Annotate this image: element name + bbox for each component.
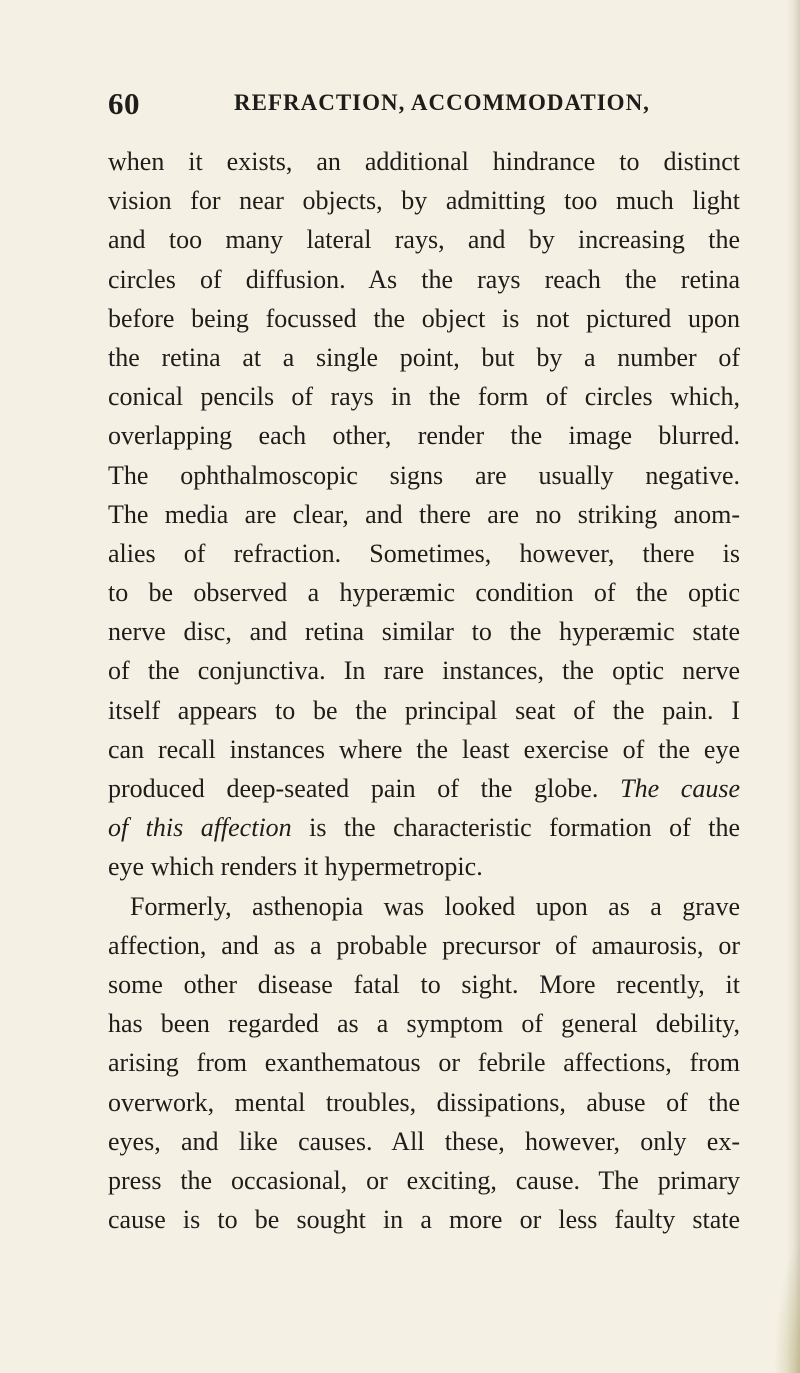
text-line: The media are clear, and there are no striking anom- [108, 499, 740, 529]
text-line: some other disease fatal to sight. More recently, it [108, 969, 740, 999]
text-line: vision for near objects, by admitting too much light [108, 186, 740, 216]
text-line: of the conjunctiva. In rare instances, the optic nerve [108, 656, 740, 686]
text-line: has been regarded as a symptom of general debility, [108, 1009, 740, 1039]
body-text [108, 142, 740, 1239]
text-line: alies of refraction. Sometimes, however, there is [108, 538, 740, 568]
text-line: circles of diffusion. As the rays reach the retina [108, 264, 740, 294]
text-line: cause is to be sought in a more or less faulty state [108, 1205, 740, 1235]
text-line: when it exists, an additional hindrance to distinct [108, 147, 740, 176]
text-segment: produced deep-seated pain of the globe. [108, 774, 599, 803]
italic-text-segment: of this affection [108, 813, 292, 843]
text-segment: is the characteristic formation of the [309, 813, 741, 843]
text-line: affection, and as a probable precursor of amaurosis, or [108, 930, 740, 960]
running-title: REFRACTION, ACCOMMODATION, [234, 90, 650, 115]
text-line: to be observed a hyperæmic condition of the optic [108, 578, 740, 608]
text-line: before being focussed the object is not pictured upon [108, 303, 740, 333]
page-header [108, 86, 728, 126]
text-line: overwork, mental troubles, dissipations, abuse of the [108, 1087, 740, 1117]
text-line: arising from exanthematous or febrile affections, from [108, 1048, 740, 1078]
text-line: conical pencils of rays in the form of circles which, [108, 382, 740, 412]
text-line: press the occasional, or exciting, cause. The primary [108, 1165, 740, 1195]
page-number: 60 [108, 86, 140, 121]
text-line: The ophthalmoscopic signs are usually negative. [108, 460, 740, 490]
page-stain [774, 1243, 800, 1373]
text-line: itself appears to be the principal seat of the pain. I [108, 695, 740, 725]
text-line: overlapping each other, render the image blurred. [108, 421, 740, 451]
text-line: the retina at a single point, but by a number of [108, 342, 740, 372]
text-line: can recall instances where the least exercise of the eye [108, 734, 740, 764]
italic-text-segment: The cause [620, 774, 741, 803]
text-line: nerve disc, and retina similar to the hyperæmic state [108, 617, 740, 647]
page-edge-shadow [786, 0, 800, 1373]
text-line-mixed [108, 769, 740, 808]
text-line-mixed [108, 808, 740, 847]
text-line: eyes, and like causes. All these, however, only ex- [108, 1126, 740, 1156]
text-line: and too many lateral rays, and by increasing the [108, 225, 740, 255]
text-line: eye which renders it hypermetropic. [108, 852, 483, 882]
paragraph-first-line: Formerly, asthenopia was looked upon as a grave [130, 891, 740, 921]
